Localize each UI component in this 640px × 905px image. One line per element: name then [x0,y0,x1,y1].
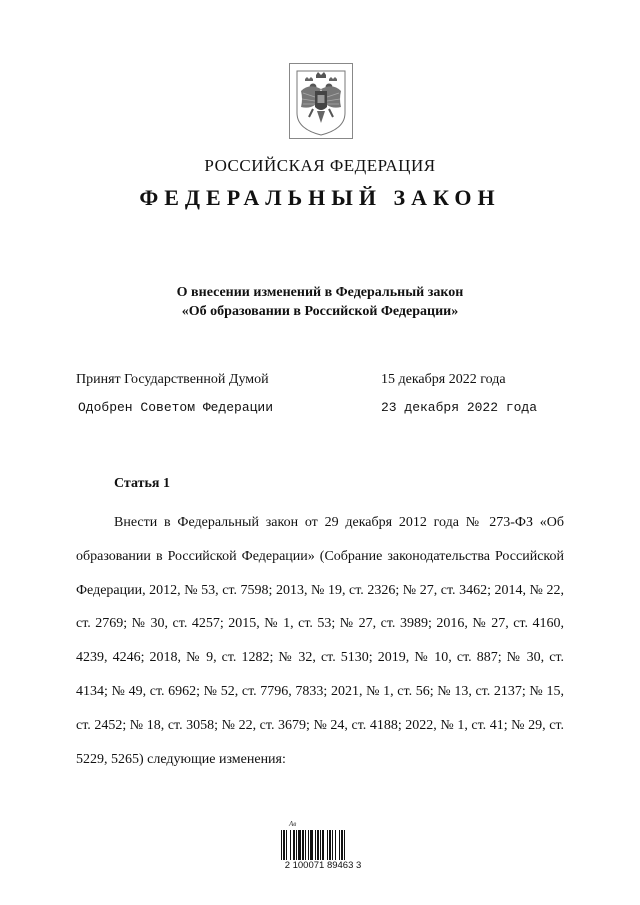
duma-adoption-date: 15 декабря 2022 года [381,372,506,387]
article-heading: Статья 1 [114,476,170,491]
barcode-bar [335,830,336,860]
barcode-bar [327,830,328,860]
article-paragraph: Внести в Федеральный закон от 29 декабря 2012 года № 273-ФЗ «Об образовании в Российской Федерации» (Собрание законодательства Российской Федерации, 2012, № 53, ст. 7598; 2013, № 19, ст. 2326; № 27, ст. 3462; 2014, № 22, ст. 2769; № 30, ст. 4257; 2015, № 1, ст. 53; № 27, ст. 3989; 2016, № 27, ст. 4160, 4239, 4246; 2018, № 9, ст. 1282; № 32, ст. 5130; 2019, № 10, ст. 887; № 30, ст. 4134; № 49, ст. 6962; № 52, ст. 7796, 7833; 2021, № 1, ст. 56; № 13, ст. 2137; № 15, ст. 2452; № 18, ст. 3058; № 22, ст. 3679; № 24, ст. 4188; 2022, № 1, ст. 41; № 29, ст. 5229, 5265) следующие изменения: [76,515,564,767]
barcode-bar [329,830,331,860]
barcode-bar [310,830,313,860]
barcode-bar [281,830,282,860]
coat-of-arms-icon [289,63,353,139]
law-title-line-1: О внесении изменений в Федеральный закон [176,285,464,300]
barcode-bar [305,830,306,860]
barcode-bar [315,830,316,860]
barcode-bar [344,830,345,860]
barcode-bar [341,830,343,860]
article-body [76,506,564,776]
barcode-bar [320,830,321,860]
barcode-bar [339,830,340,860]
council-approval-date: 23 декабря 2022 года [381,400,538,415]
barcode-bar [290,830,291,860]
barcode-bar [308,830,309,860]
barcode-number: 2 100071 89463 3 [284,860,362,871]
barcode-bar [332,830,333,860]
barcode-bar [317,830,319,860]
barcode-bar [296,830,297,860]
barcode-mark: Ав [289,820,297,828]
barcode-bar [302,830,304,860]
barcode-bar [283,830,285,860]
council-approval-label: Одобрен Советом Федерации [78,400,274,415]
duma-adoption-label: Принят Государственной Думой [76,372,269,387]
barcode-bar [293,830,295,860]
law-type-heading: ФЕДЕРАЛЬНЫЙ ЗАКОН [139,185,501,210]
barcode-bar [322,830,324,860]
law-title-line-2: «Об образовании в Российской Федерации» [181,304,459,319]
barcode-bar [286,830,287,860]
law-title [0,283,640,321]
country-heading: РОССИЙСКАЯ ФЕДЕРАЦИЯ [204,156,436,175]
barcode-bar [298,830,301,860]
